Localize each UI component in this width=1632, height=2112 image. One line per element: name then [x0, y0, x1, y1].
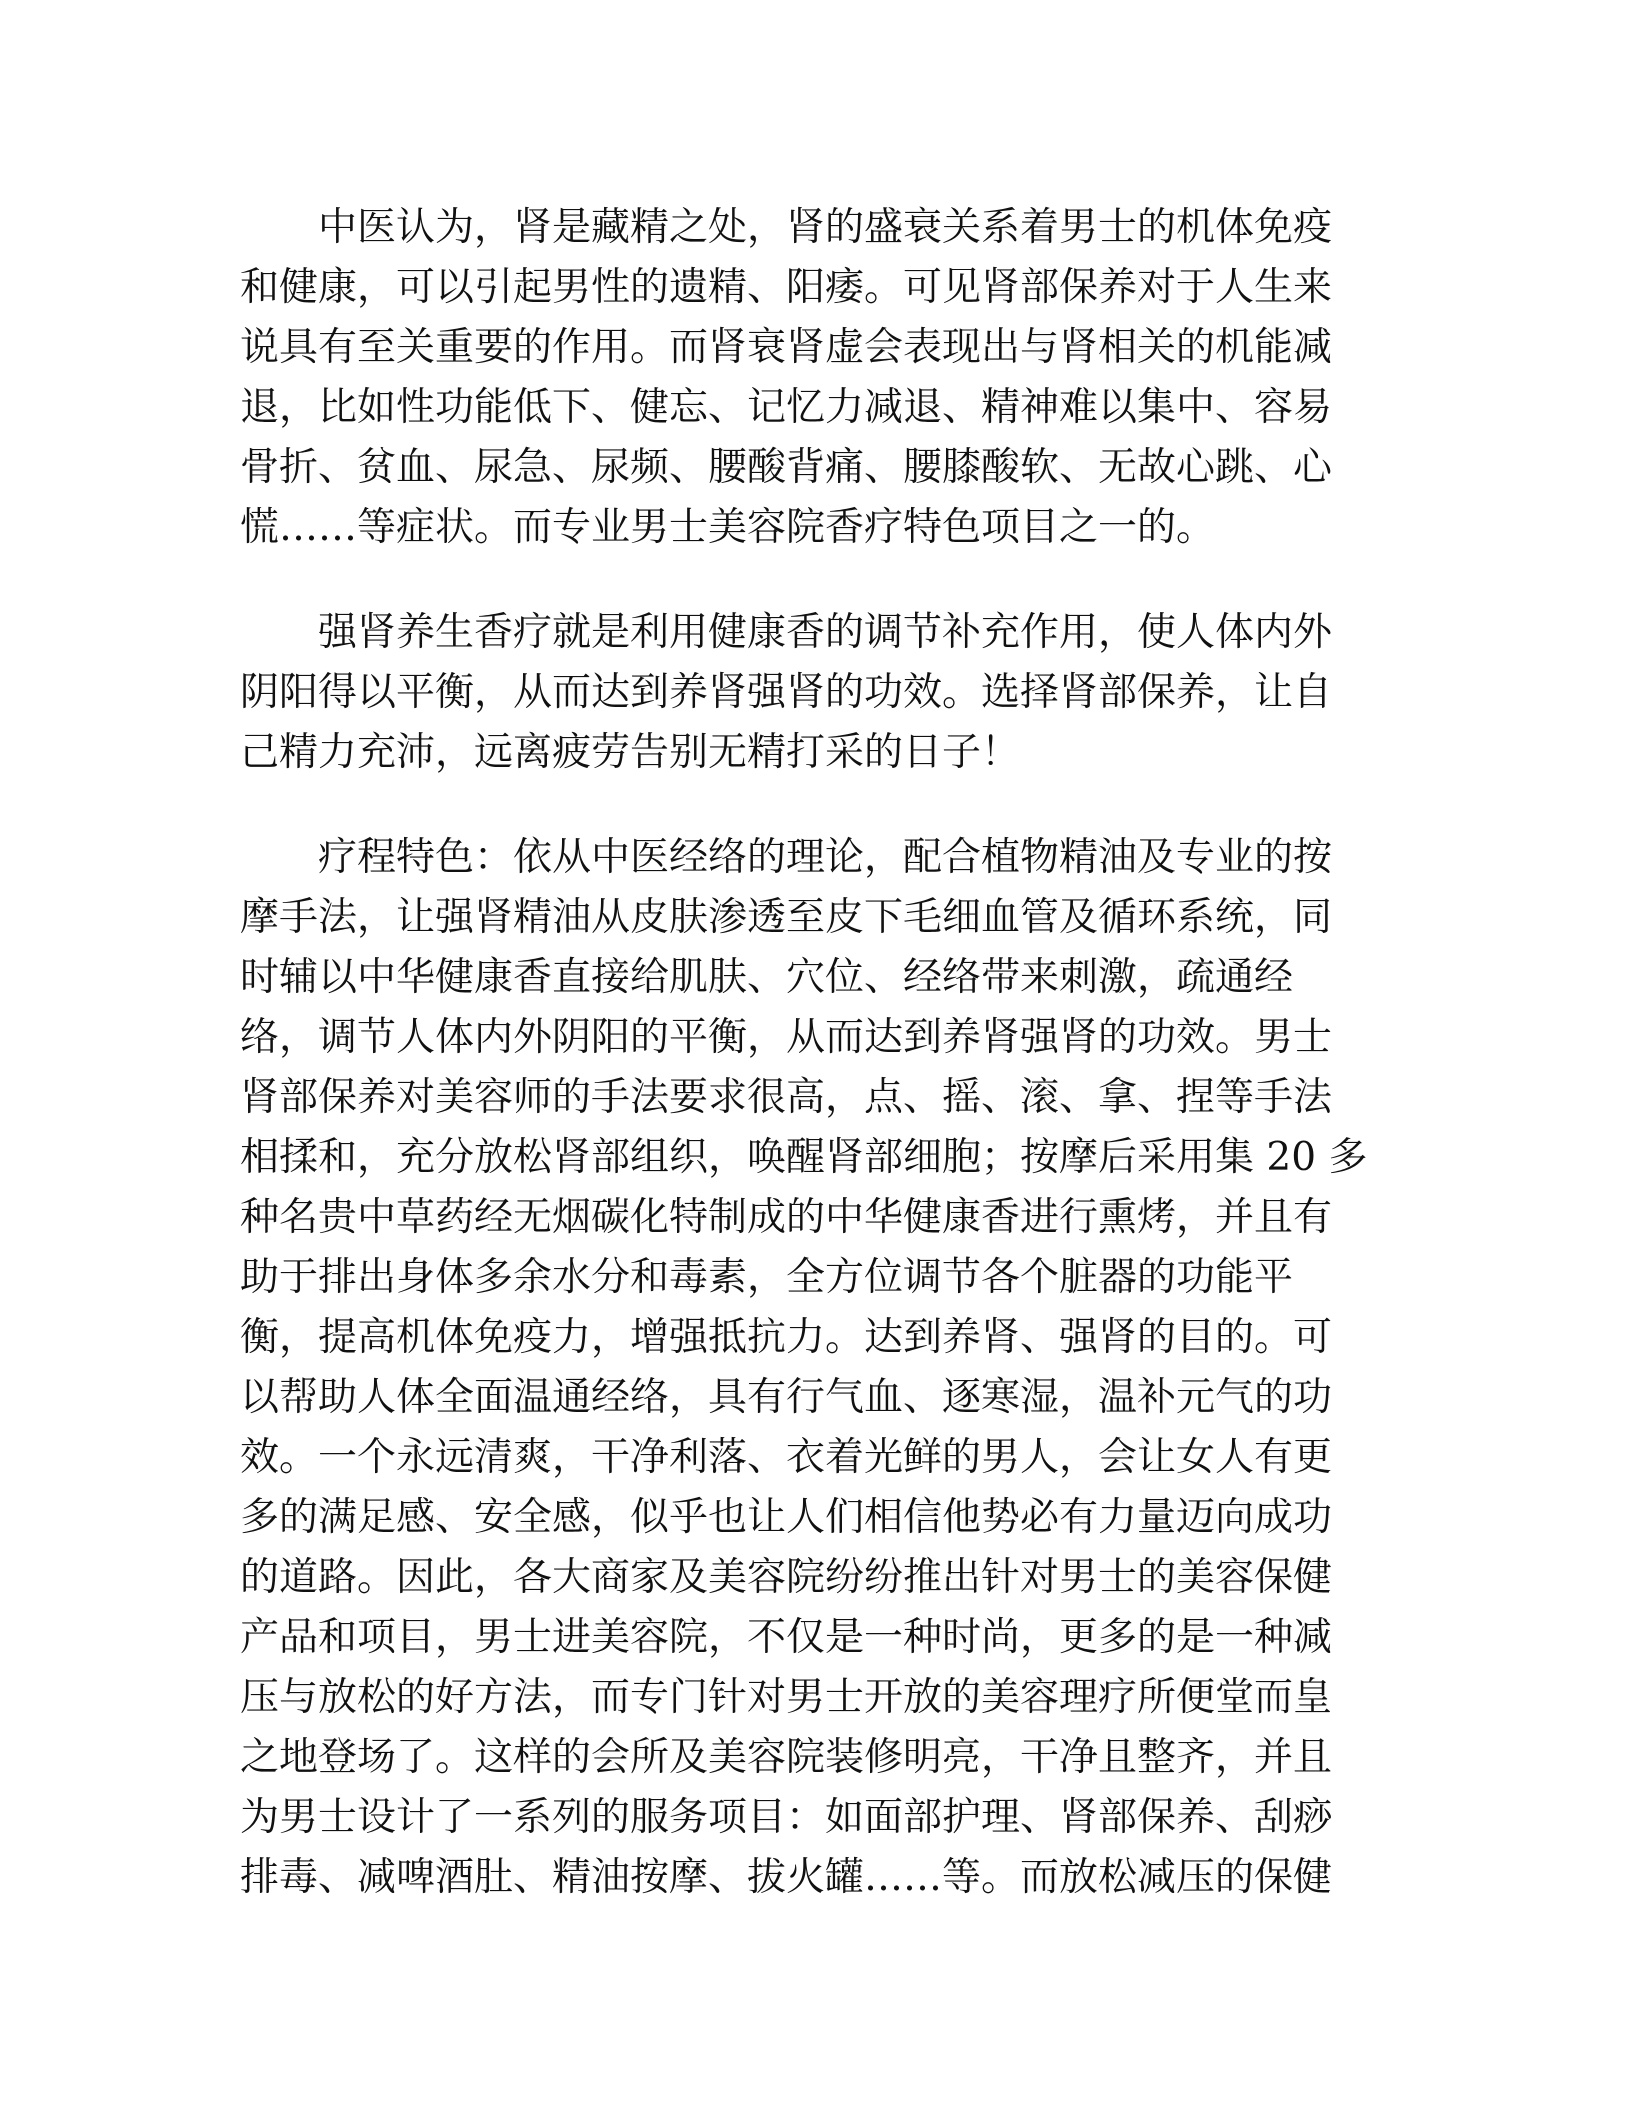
text-line: 络，调节人体内外阴阳的平衡，从而达到养肾强肾的功效。男士 [240, 1015, 1333, 1060]
text-line: 中医认为，肾是藏精之处，肾的盛衰关系着男士的机体免疫 [318, 205, 1333, 250]
text-line: 阴阳得以平衡，从而达到养肾强肾的功效。选择肾部保养，让自 [240, 670, 1333, 715]
paragraph-incense-therapy [240, 603, 1370, 783]
text-line: 效。一个永远清爽，干净利落、衣着光鲜的男人，会让女人有更 [240, 1435, 1333, 1480]
text-line: 摩手法，让强肾精油从皮肤渗透至皮下毛细血管及循环系统，同 [240, 895, 1333, 940]
text-line: 助于排出身体多余水分和毒素，全方位调节各个脏器的功能平 [240, 1255, 1294, 1300]
text-line: 多的满足感、安全感，似乎也让人们相信他势必有力量迈向成功 [240, 1495, 1333, 1540]
text-line: 之地登场了。这样的会所及美容院装修明亮，干净且整齐，并且 [240, 1735, 1333, 1780]
text-line: 肾部保养对美容师的手法要求很高，点、摇、滚、拿、捏等手法 [240, 1075, 1333, 1120]
text-line: 压与放松的好方法，而专门针对男士开放的美容理疗所便堂而皇 [240, 1675, 1333, 1720]
text-line: 衡，提高机体免疫力，增强抵抗力。达到养肾、强肾的目的。可 [240, 1315, 1333, 1360]
paragraph-kidney-health [240, 198, 1370, 558]
text-line: 相揉和，充分放松肾部组织，唤醒肾部细胞；按摩后采用集 20 多 [240, 1135, 1368, 1180]
text-line: 慌……等症状。而专业男士美容院香疗特色项目之一的。 [240, 505, 1216, 550]
text-line: 骨折、贫血、尿急、尿频、腰酸背痛、腰膝酸软、无故心跳、心 [240, 445, 1333, 490]
text-line: 种名贵中草药经无烟碳化特制成的中华健康香进行熏烤，并且有 [240, 1195, 1333, 1240]
text-line: 以帮助人体全面温通经络，具有行气血、逐寒湿，温补元气的功 [240, 1375, 1333, 1420]
text-line: 时辅以中华健康香直接给肌肤、穴位、经络带来刺激，疏通经 [240, 955, 1294, 1000]
text-line: 己精力充沛，远离疲劳告别无精打采的日子！ [240, 730, 1021, 775]
text-line: 退，比如性功能低下、健忘、记忆力减退、精神难以集中、容易 [240, 385, 1333, 430]
text-line: 的道路。因此，各大商家及美容院纷纷推出针对男士的美容保健 [240, 1555, 1333, 1600]
text-line: 产品和项目，男士进美容院，不仅是一种时尚，更多的是一种减 [240, 1615, 1333, 1660]
text-line: 强肾养生香疗就是利用健康香的调节补充作用，使人体内外 [318, 610, 1333, 655]
text-line: 排毒、减啤酒肚、精油按摩、拔火罐……等。而放松减压的保健 [240, 1855, 1333, 1900]
text-line: 和健康，可以引起男性的遗精、阳痿。可见肾部保养对于人生来 [240, 265, 1333, 310]
text-line: 说具有至关重要的作用。而肾衰肾虚会表现出与肾相关的机能减 [240, 325, 1333, 370]
text-line: 疗程特色：依从中医经络的理论，配合植物精油及专业的按 [318, 835, 1333, 880]
paragraph-treatment-features [240, 828, 1370, 1908]
text-line: 为男士设计了一系列的服务项目：如面部护理、肾部保养、刮痧 [240, 1795, 1333, 1840]
